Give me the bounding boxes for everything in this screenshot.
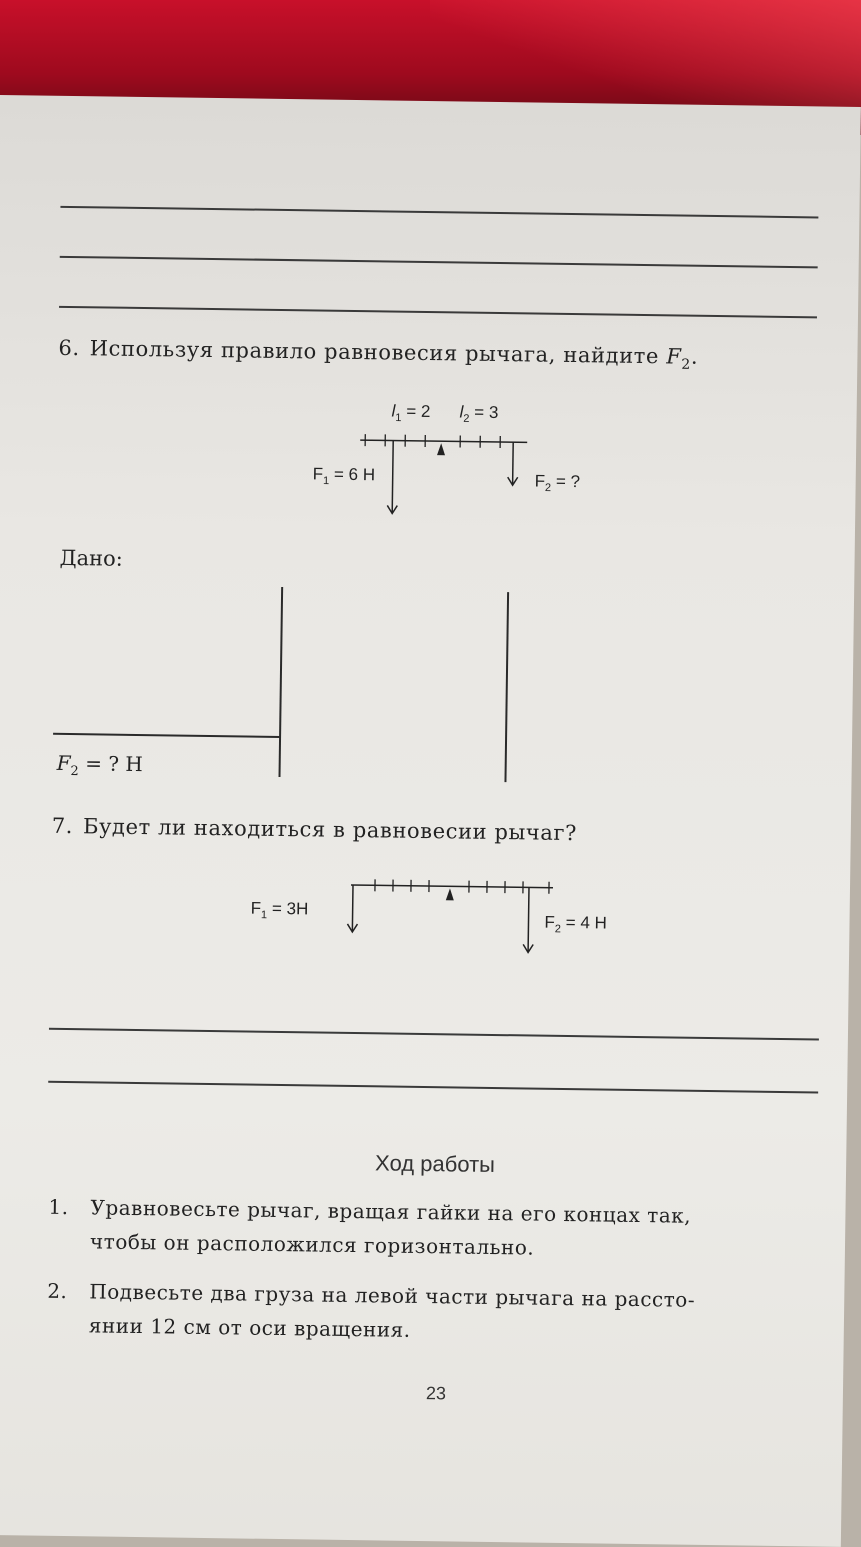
question-7-text: Будет ли находиться в равновесии рычаг?	[83, 814, 577, 845]
force-f1-arrow	[392, 441, 393, 513]
question-6-target-var: F	[666, 344, 682, 368]
lever-diagram-6	[354, 430, 535, 523]
given-separator	[53, 733, 280, 738]
fulcrum-icon	[437, 443, 445, 455]
table-divider	[504, 592, 508, 782]
procedure-step: 2. Подвесьте два груза на левой части рычага на рассто- янии 12 см от оси вращения.	[47, 1274, 828, 1353]
fulcrum-icon	[446, 888, 454, 900]
question-6-target-sub: 2	[681, 357, 691, 373]
given-label: Дано:	[59, 546, 123, 571]
question-6-number: 6.	[58, 336, 80, 360]
answer-line	[59, 306, 817, 318]
question-6-text: Используя правило равновесия рычага, найдите	[90, 336, 660, 368]
answer-line	[49, 1028, 819, 1040]
f2-label-7: $F_2 = 4$ Н	[544, 913, 607, 936]
question-6-target-end: .	[691, 345, 699, 369]
l1-label: $l_1 = 2$	[391, 401, 430, 424]
unknown-f2: $F_2$ = ? Н	[56, 751, 143, 780]
f1-label-7: $F_1 = 3Н$	[250, 899, 308, 922]
page-number: 23	[426, 1383, 446, 1404]
question-7	[52, 814, 577, 845]
table-divider	[279, 587, 283, 777]
answer-line	[60, 206, 818, 218]
question-7-number: 7.	[52, 814, 74, 838]
force-f2-arrow	[513, 442, 514, 484]
question-6	[58, 336, 698, 373]
f1-label: $F_1 = 6$ Н	[313, 464, 376, 487]
force-f2-arrow	[528, 887, 529, 951]
f2-label: $F_2$ = ?	[534, 472, 580, 495]
answer-line	[48, 1081, 818, 1093]
answer-line	[60, 256, 818, 268]
l2-label: $l_2 = 3$	[459, 402, 498, 425]
procedure-heading: Ход работы	[375, 1150, 495, 1178]
lever-diagram-7	[340, 875, 561, 968]
textbook-page	[0, 95, 861, 1547]
procedure-step: 1. Уравновесьте рычаг, вращая гайки на его концах так, чтобы он расположился горизонтально.	[48, 1190, 829, 1269]
force-f1-arrow	[352, 885, 353, 931]
